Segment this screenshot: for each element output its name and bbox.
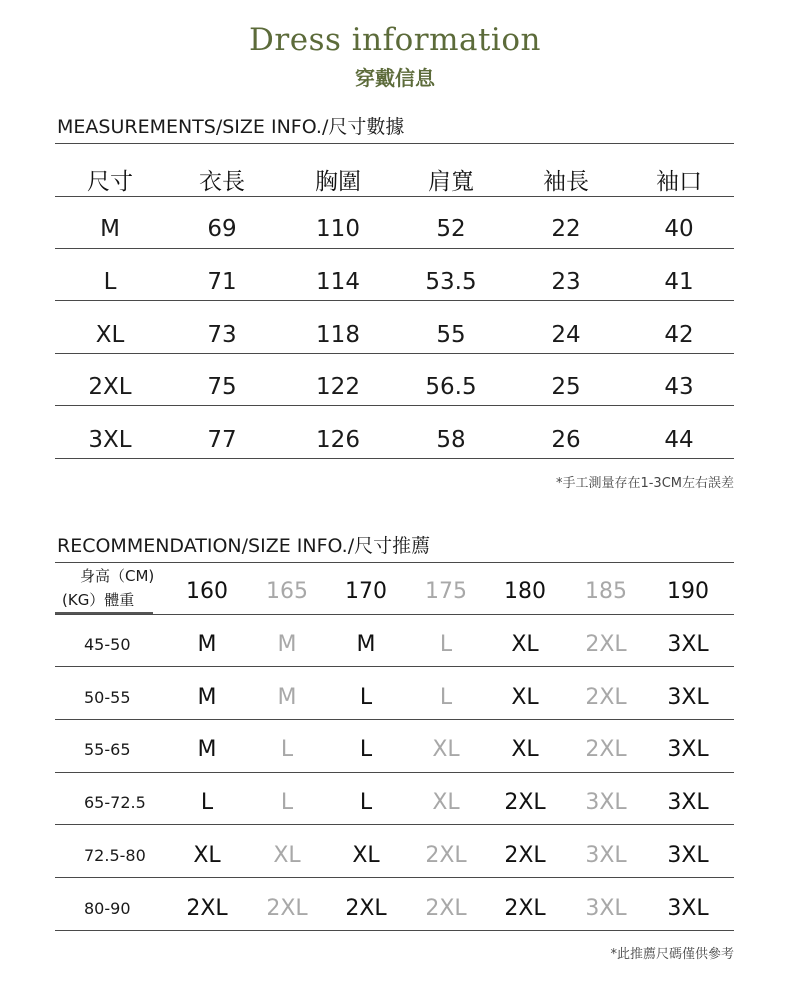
measurements-note: *手工測量存在1-3CM左右誤差 <box>555 476 734 491</box>
recommended-size-cell: 3XL <box>667 685 709 710</box>
measurements-row-divider <box>55 196 734 197</box>
recommended-size-cell: 2XL <box>504 790 546 815</box>
recommended-size-cell: M <box>197 737 217 762</box>
recommended-size-cell: L <box>359 737 373 762</box>
measurements-cell: 122 <box>316 374 360 400</box>
recommendation-top-line <box>55 562 734 563</box>
page-title-zh: 穿戴信息 <box>355 66 435 90</box>
corner-weight-label: (KG）體重 <box>62 591 135 609</box>
recommendation-section-label: RECOMMENDATION/SIZE INFO./尺寸推薦 <box>57 535 431 557</box>
recommended-size-cell: XL <box>432 790 460 815</box>
measurements-cell: 55 <box>436 322 466 348</box>
recommended-size-cell: 2XL <box>504 896 546 921</box>
measurements-cell: 43 <box>664 374 694 400</box>
measurements-cell: 77 <box>207 427 237 453</box>
recommended-size-cell: 2XL <box>585 685 627 710</box>
corner-height-label: 身高（CM) <box>80 567 155 585</box>
measurements-cell: 71 <box>207 269 237 295</box>
measurements-cell: 40 <box>664 216 694 242</box>
recommended-size-cell: 2XL <box>186 896 228 921</box>
measurements-cell: 69 <box>207 216 237 242</box>
measurements-cell: 52 <box>436 216 466 242</box>
recommended-size-cell: 3XL <box>585 790 627 815</box>
measurements-cell: 75 <box>207 374 237 400</box>
measurements-cell: 26 <box>551 427 581 453</box>
recommended-size-cell: XL <box>432 737 460 762</box>
measurements-cell: 3XL <box>88 427 132 453</box>
recommended-size-cell: XL <box>511 632 539 657</box>
recommendation-row-divider <box>55 666 734 667</box>
recommended-size-cell: 3XL <box>667 737 709 762</box>
measurements-cell: 41 <box>664 269 694 295</box>
recommended-size-cell: 3XL <box>667 632 709 657</box>
measurements-cell: 23 <box>551 269 581 295</box>
measurements-column-header: 袖長 <box>543 169 589 195</box>
measurements-cell: 42 <box>664 322 694 348</box>
recommended-size-cell: XL <box>273 843 301 868</box>
height-column-header: 180 <box>504 579 546 604</box>
measurements-cell: 22 <box>551 216 581 242</box>
measurements-cell: 44 <box>664 427 694 453</box>
recommended-size-cell: XL <box>511 737 539 762</box>
height-column-header: 185 <box>585 579 627 604</box>
measurements-top-line <box>55 143 734 144</box>
measurements-cell: 56.5 <box>425 374 477 400</box>
recommended-size-cell: L <box>200 790 214 815</box>
recommended-size-cell: 2XL <box>266 896 308 921</box>
recommended-size-cell: 2XL <box>425 843 467 868</box>
recommended-size-cell: L <box>439 685 453 710</box>
weight-row-label: 80-90 <box>84 899 131 918</box>
recommended-size-cell: XL <box>511 685 539 710</box>
recommended-size-cell: M <box>356 632 376 657</box>
measurements-row-divider <box>55 300 734 301</box>
measurements-cell: L <box>103 269 117 295</box>
recommended-size-cell: M <box>197 685 217 710</box>
measurements-cell: 73 <box>207 322 237 348</box>
recommendation-row-divider <box>55 772 734 773</box>
recommended-size-cell: M <box>277 632 297 657</box>
recommended-size-cell: XL <box>193 843 221 868</box>
measurements-cell: 58 <box>436 427 466 453</box>
measurements-cell: 2XL <box>88 374 132 400</box>
recommended-size-cell: M <box>197 632 217 657</box>
measurements-cell: M <box>100 216 120 242</box>
recommended-size-cell: 3XL <box>667 896 709 921</box>
recommended-size-cell: 2XL <box>585 737 627 762</box>
recommendation-row-divider <box>55 877 734 878</box>
recommendation-row-divider <box>55 719 734 720</box>
recommendation-row-divider <box>55 824 734 825</box>
height-column-header: 160 <box>186 579 228 604</box>
weight-row-label: 55-65 <box>84 740 131 759</box>
weight-row-label: 72.5-80 <box>84 846 146 865</box>
recommended-size-cell: L <box>280 790 294 815</box>
weight-row-label: 50-55 <box>84 688 131 707</box>
measurements-row-divider <box>55 458 734 459</box>
recommended-size-cell: L <box>439 632 453 657</box>
recommended-size-cell: 2XL <box>345 896 387 921</box>
recommendation-row-divider <box>55 930 734 931</box>
recommended-size-cell: 2XL <box>504 843 546 868</box>
recommended-size-cell: 3XL <box>585 843 627 868</box>
measurements-row-divider <box>55 248 734 249</box>
height-column-header: 175 <box>425 579 467 604</box>
recommended-size-cell: 3XL <box>585 896 627 921</box>
measurements-cell: 114 <box>316 269 360 295</box>
recommended-size-cell: 3XL <box>667 843 709 868</box>
measurements-cell: 118 <box>316 322 360 348</box>
recommended-size-cell: XL <box>352 843 380 868</box>
page-title-en: Dress information <box>249 22 541 58</box>
measurements-cell: XL <box>95 322 125 348</box>
measurements-row-divider <box>55 353 734 354</box>
recommended-size-cell: L <box>359 685 373 710</box>
measurements-cell: 53.5 <box>425 269 477 295</box>
measurements-cell: 110 <box>316 216 360 242</box>
recommended-size-cell: L <box>280 737 294 762</box>
height-column-header: 165 <box>266 579 308 604</box>
measurements-column-header: 肩寬 <box>428 169 474 195</box>
weight-row-label: 45-50 <box>84 635 131 654</box>
recommended-size-cell: 3XL <box>667 790 709 815</box>
measurements-cell: 24 <box>551 322 581 348</box>
measurements-column-header: 胸圍 <box>315 169 361 195</box>
measurements-section-label: MEASUREMENTS/SIZE INFO./尺寸數據 <box>57 116 405 138</box>
recommendation-row-divider <box>55 614 734 615</box>
recommended-size-cell: L <box>359 790 373 815</box>
measurements-column-header: 袖口 <box>656 169 702 195</box>
weight-row-label: 65-72.5 <box>84 793 146 812</box>
measurements-column-header: 衣長 <box>199 169 245 195</box>
recommended-size-cell: 2XL <box>585 632 627 657</box>
recommended-size-cell: 2XL <box>425 896 467 921</box>
measurements-column-header: 尺寸 <box>87 169 133 195</box>
measurements-cell: 25 <box>551 374 581 400</box>
recommended-size-cell: M <box>277 685 297 710</box>
recommendation-note: *此推薦尺碼僅供參考 <box>610 947 734 962</box>
height-column-header: 170 <box>345 579 387 604</box>
measurements-cell: 126 <box>316 427 360 453</box>
height-column-header: 190 <box>667 579 709 604</box>
measurements-row-divider <box>55 405 734 406</box>
